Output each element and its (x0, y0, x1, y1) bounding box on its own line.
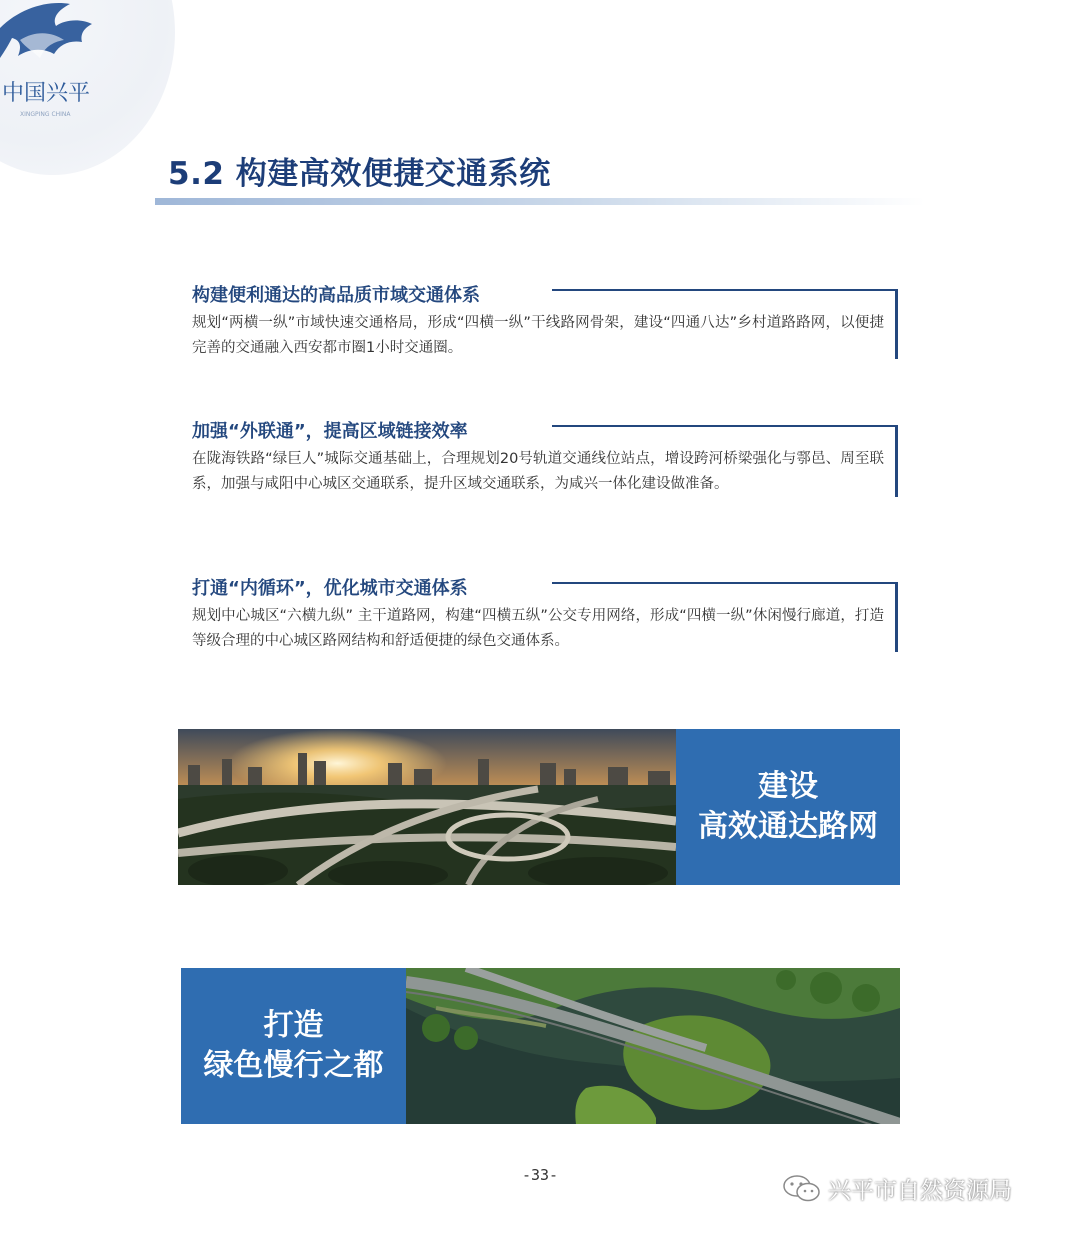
banner-caption-box (181, 968, 406, 1124)
highway-interchange-sunset-photo (178, 729, 676, 885)
section-regional-network (192, 284, 898, 356)
section-heading: 打通“内循环”，优化城市交通体系 (192, 577, 480, 601)
banner-caption-line2: 高效通达路网 (698, 809, 878, 844)
section-body: 规划“两横一纵”市域快速交通格局，形成“四横一纵”干线路网骨架，建设“四通八达”乡村道路路网，以便捷完善的交通融入西安都市圈1小时交通圈。 (192, 315, 884, 356)
banner-caption-line1: 建设 (758, 769, 818, 804)
section-external-links (192, 420, 898, 494)
section-body: 在陇海铁路“绿巨人”城际交通基础上，合理规划20号轨道交通线位站点，增设跨河桥梁强化与鄠邑、周至联系，加强与咸阳中心城区交通联系，提升区域交通联系，为咸兴一体化建设做准备。 (192, 451, 884, 492)
section-heading: 构建便利通达的高品质市域交通体系 (192, 284, 492, 308)
banner-caption-line2: 绿色慢行之都 (203, 1048, 384, 1083)
watermark-text: 兴平市自然资源局 (828, 1177, 1012, 1204)
page-number: -33- (521, 1166, 559, 1184)
title-underline (155, 198, 925, 205)
banner-caption-box (676, 729, 900, 885)
logo-text: 中国兴平 (2, 81, 91, 106)
page-title: 5.2 构建高效便捷交通系统 (168, 156, 551, 192)
banner-green-city (178, 968, 900, 1124)
section-frame (552, 582, 898, 652)
section-heading: 加强“外联通”，提高区域链接效率 (192, 420, 480, 444)
river-bridge-aerial-photo (406, 968, 900, 1124)
banner-road-network (178, 729, 900, 885)
section-inner-loop (192, 577, 898, 649)
logo-subtext: XINGPING CHINA (20, 111, 71, 118)
section-body: 规划中心城区“六横九纵” 主干道路网，构建“四横五纵”公交专用网络，形成“四横一纵”休闲慢行廊道，打造等级合理的中心城区路网结构和舒适便捷的绿色交通体系。 (192, 608, 884, 649)
watermark (782, 1172, 1012, 1204)
banner-caption-line1: 打造 (263, 1008, 324, 1043)
section-frame (552, 289, 898, 359)
horse-logo-icon (0, 0, 180, 130)
section-frame (552, 425, 898, 497)
wechat-icon (782, 1173, 822, 1203)
